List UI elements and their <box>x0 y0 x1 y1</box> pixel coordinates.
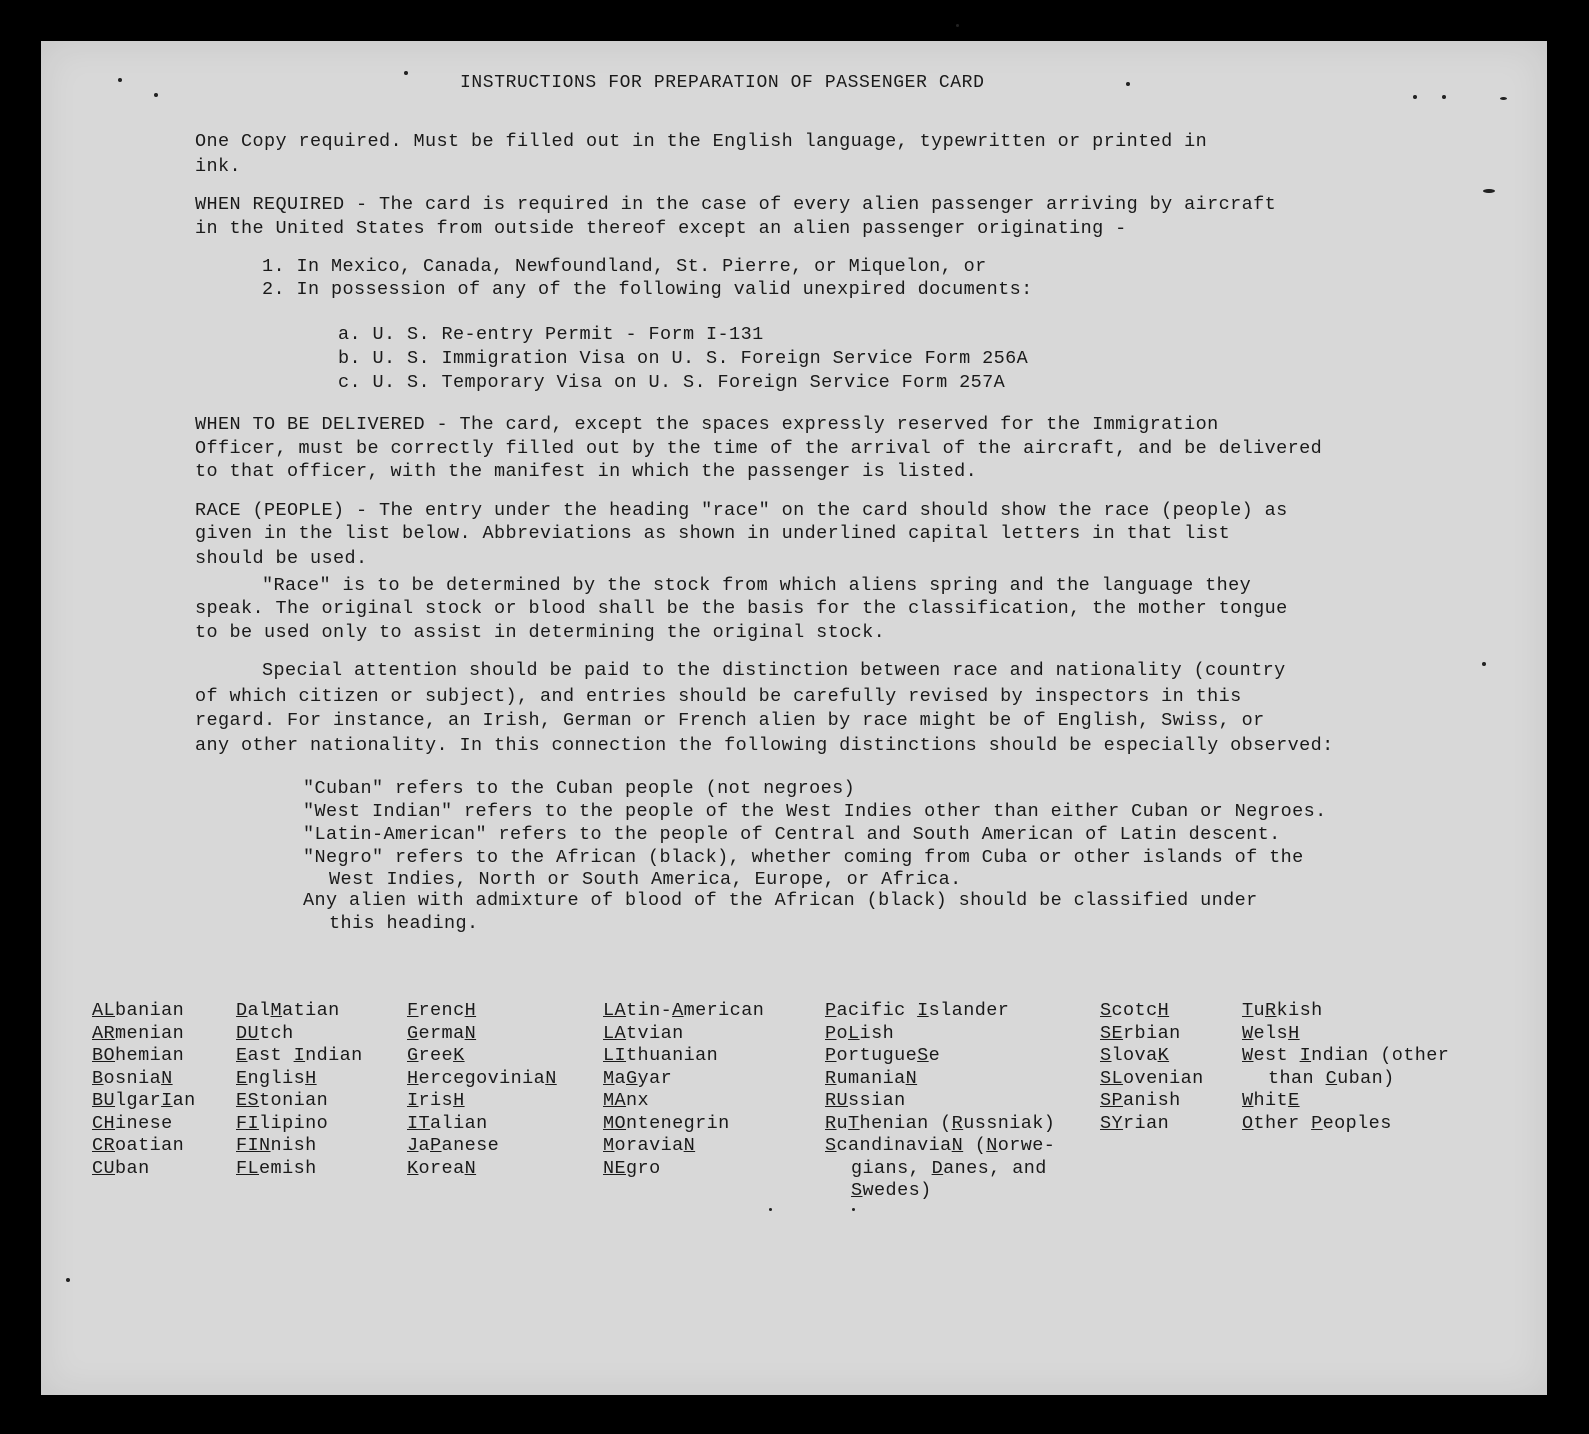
race-list-item: HercegoviniaN <box>407 1067 557 1089</box>
race-list-item: ITalian <box>407 1112 488 1134</box>
race-list-item: EnglisH <box>236 1067 317 1089</box>
scan-speck <box>1500 97 1507 100</box>
scan-speck <box>1126 82 1130 86</box>
race-list-column-6 <box>1100 1000 1204 1135</box>
race-list-item: CUban <box>92 1157 150 1179</box>
when-delivered-line: to that officer, with the manifest in which the passenger is listed. <box>195 461 978 482</box>
race-line: regard. For instance, an Irish, German or French alien by race might be of English, Swiss, or <box>195 710 1265 731</box>
race-list-item: RuThenian (Russniak) <box>825 1112 1056 1134</box>
distinction-line: "Cuban" refers to the Cuban people (not negroes) <box>303 778 856 799</box>
race-list-item: LAtvian <box>603 1022 684 1044</box>
scan-speck <box>66 1278 70 1282</box>
intro-line: ink. <box>195 156 242 177</box>
race-list-item: West Indian (other <box>1242 1045 1450 1066</box>
race-list-item: Pacific Islander <box>825 1000 1010 1021</box>
race-list-item: BOhemian <box>92 1045 185 1066</box>
scan-speck <box>956 24 959 27</box>
race-list-item: LIthuanian <box>603 1045 719 1066</box>
list-item: 2. In possession of any of the following valid unexpired documents: <box>262 279 1033 300</box>
race-list-item: IrisH <box>407 1090 465 1111</box>
scan-speck <box>769 1208 772 1211</box>
race-list-column-3 <box>407 1000 557 1180</box>
distinction-line: "Negro" refers to the African (black), whether coming from Cuba or other islands of the <box>303 847 1304 868</box>
distinction-line: this heading. <box>329 913 479 934</box>
race-list-column-7 <box>1242 1000 1449 1135</box>
race-list-item: MaGyar <box>603 1067 673 1089</box>
document-title: INSTRUCTIONS FOR PREPARATION OF PASSENGER CARD <box>460 73 985 93</box>
intro-line: One Copy required. Must be filled out in the English language, typewritten or printed in <box>195 131 1208 152</box>
race-list-item: EStonian <box>236 1090 329 1111</box>
race-list-item: PoLish <box>825 1022 895 1044</box>
race-list-item: SLovenian <box>1100 1067 1204 1089</box>
race-list-item: JaPanese <box>407 1135 500 1156</box>
scan-speck <box>1413 95 1417 99</box>
race-list-item: MAnx <box>603 1090 650 1111</box>
race-list-item: RUssian <box>825 1090 906 1111</box>
race-list-item: WhitE <box>1242 1090 1300 1111</box>
race-line: any other nationality. In this connection the following distinctions should be especially observed: <box>195 735 1334 756</box>
race-list-column-1 <box>92 1000 196 1180</box>
when-delivered-line: Officer, must be correctly filled out by the time of the arrival of the aircraft, and be delivered <box>195 438 1323 459</box>
scan-speck <box>154 93 158 97</box>
race-list-item: Swedes) <box>851 1180 932 1201</box>
race-list-item: MOntenegrin <box>603 1112 730 1134</box>
race-list-item: SYrian <box>1100 1112 1170 1134</box>
race-list-item: FrencH <box>407 1000 477 1021</box>
distinction-line: West Indies, North or South America, Europe, or Africa. <box>329 869 962 890</box>
scan-speck <box>1442 95 1446 99</box>
scan-speck <box>1482 662 1486 666</box>
race-list-item: RumaniaN <box>825 1067 918 1089</box>
race-list-item: MoraviaN <box>603 1135 696 1156</box>
race-line: speak. The original stock or blood shall be the basis for the classification, the mother tongue <box>195 598 1288 619</box>
race-list-item: East Indian <box>236 1045 363 1066</box>
distinction-line: "Latin-American" refers to the people of Central and South American of Latin descent. <box>303 824 1281 845</box>
scan-speck <box>1483 189 1495 193</box>
when-delivered-line: WHEN TO BE DELIVERED - The card, except the spaces expressly reserved for the Immigration <box>195 414 1219 435</box>
race-line: given in the list below. Abbreviations as shown in underlined capital letters in that list <box>195 523 1231 544</box>
race-list-item: NEgro <box>603 1157 661 1179</box>
race-list-item: FINnish <box>236 1135 317 1156</box>
race-list-item: BUlgarIan <box>92 1090 196 1111</box>
race-list-item: FIlipino <box>236 1112 329 1134</box>
race-line: RACE (PEOPLE) - The entry under the heading "race" on the card should show the race (people) as <box>195 500 1288 521</box>
race-list-item: ScotcH <box>1100 1000 1170 1021</box>
race-line: Special attention should be paid to the distinction between race and nationality (country <box>262 660 1286 681</box>
race-line: to be used only to assist in determining the original stock. <box>195 622 886 643</box>
race-line: of which citizen or subject), and entries should be carefully revised by inspectors in this <box>195 686 1242 707</box>
race-list-item: SPanish <box>1100 1090 1181 1111</box>
race-list-item: ScandinaviaN (Norwe- <box>825 1135 1056 1156</box>
when-required-line: WHEN REQUIRED - The card is required in the case of every alien passenger arriving by aircraft <box>195 194 1277 215</box>
scan-speck <box>404 71 408 75</box>
race-list-item: than Cuban) <box>1268 1067 1395 1089</box>
race-list-item: CRoatian <box>92 1135 185 1156</box>
race-list-item: SlovaK <box>1100 1045 1170 1066</box>
sub-list-item: b. U. S. Immigration Visa on U. S. Foreign Service Form 256A <box>338 348 1029 369</box>
race-list-item: BosniaN <box>92 1067 173 1089</box>
race-list-item: LAtin-American <box>603 1000 765 1021</box>
distinction-line: "West Indian" refers to the people of the West Indies other than either Cuban or Negroes. <box>303 801 1327 822</box>
race-list-column-5 <box>825 1000 1055 1203</box>
list-item: 1. In Mexico, Canada, Newfoundland, St. Pierre, or Miquelon, or <box>262 256 987 277</box>
race-list-item: GermaN <box>407 1022 477 1044</box>
race-list-item: ALbanian <box>92 1000 185 1021</box>
race-list-item: PortugueSe <box>825 1045 941 1066</box>
race-list-item: TuRkish <box>1242 1000 1323 1021</box>
sub-list-item: a. U. S. Re-entry Permit - Form I-131 <box>338 324 764 345</box>
race-list-item: WelsH <box>1242 1022 1300 1044</box>
distinction-line: Any alien with admixture of blood of the African (black) should be classified under <box>303 890 1258 911</box>
race-list-item: CHinese <box>92 1112 173 1134</box>
race-line: "Race" is to be determined by the stock from which aliens spring and the language they <box>262 575 1252 596</box>
race-list-item: gians, Danes, and <box>851 1157 1047 1179</box>
race-list-column-4 <box>603 1000 764 1180</box>
race-list-item: SErbian <box>1100 1022 1181 1044</box>
race-list-item: DUtch <box>236 1022 294 1044</box>
race-list-item: ARmenian <box>92 1022 185 1044</box>
when-required-line: in the United States from outside thereof except an alien passenger originating - <box>195 218 1127 239</box>
race-line: should be used. <box>195 548 368 569</box>
scan-speck <box>118 78 122 82</box>
race-list-item: DalMatian <box>236 1000 340 1021</box>
race-list-item: GreeK <box>407 1045 465 1066</box>
race-list-item: KoreaN <box>407 1157 477 1179</box>
race-list-item: FLemish <box>236 1157 317 1179</box>
race-list-column-2 <box>236 1000 363 1180</box>
race-list-item: Other Peoples <box>1242 1112 1392 1134</box>
scan-speck <box>852 1208 855 1211</box>
sub-list-item: c. U. S. Temporary Visa on U. S. Foreign Service Form 257A <box>338 372 1006 393</box>
